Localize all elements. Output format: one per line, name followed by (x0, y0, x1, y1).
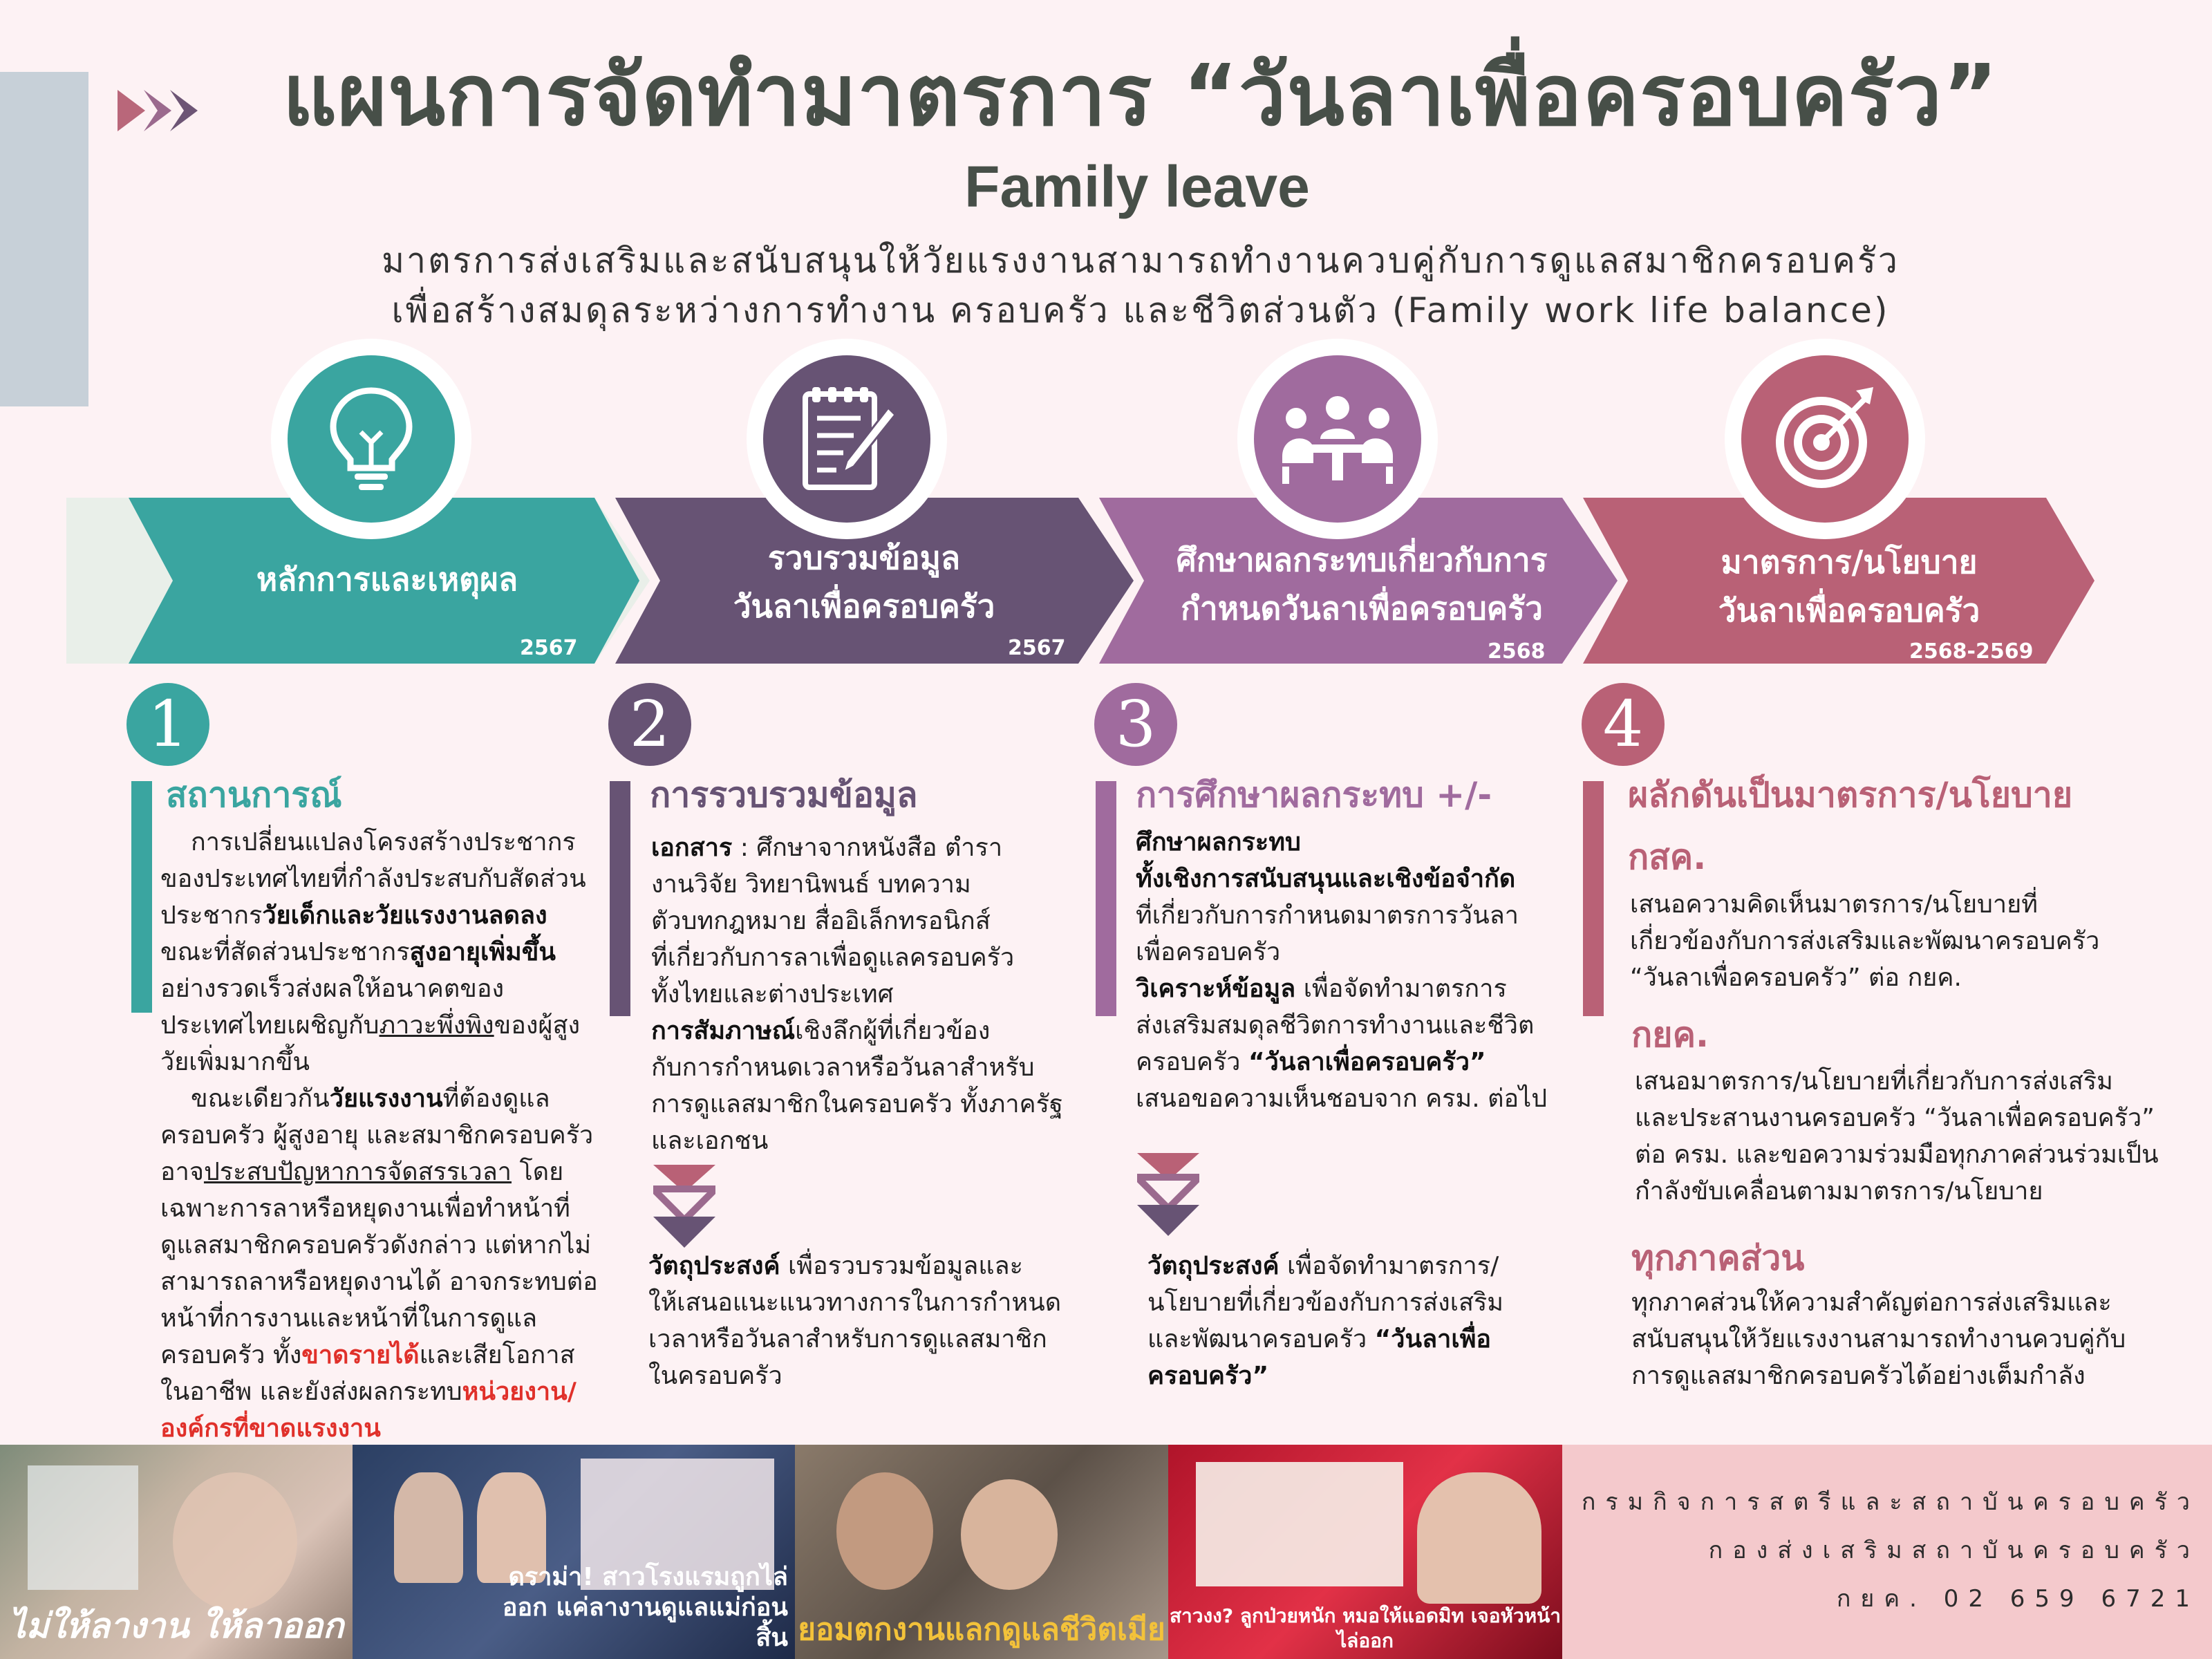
col-2-heading: การรวบรวมข้อมูล (650, 775, 918, 815)
step-4-circle (1725, 339, 1925, 539)
col-4-heading-4: ทุกภาคส่วน (1631, 1238, 1805, 1278)
meeting-icon (1275, 391, 1400, 487)
col-2-body: เอกสาร : ศึกษาจากหนังสือ ตำรา งานวิจัย วิทยานิพนธ์ บทความ ตัวบทกฎหมาย สื่ออิเล็กทรอนิกส์ ที่เกี่ยวกับการลาเพื่อดูแลครอบครัว ทั้งไทยและต่างประเทศ การสัมภาษณ์เชิงลึกผู้ที่เกี่ยวข้อง กับการกำหนดเวลาหรือวันลาสำหรับ การดูแลสมาชิกในครอบครัว ทั้งภาครัฐ และเอกชน (651, 834, 1063, 1155)
step-2-year: 2567 (1008, 636, 1066, 660)
step-1-circle (271, 339, 471, 539)
step-4-year: 2568-2569 (1909, 639, 2034, 664)
col-4-body-2: เสนอมาตรการ/นโยบายที่เกี่ยวกับการส่งเสริม และประสานงานครอบครัว “วันลาเพื่อครอบครัว” ต่อ ครม. และขอความร่วมมือทุกภาคส่วนร่วมเป็น กำลังขับเคลื่อนตามมาตรการ/นโยบาย (1635, 1067, 2159, 1206)
step-3-label-line1: ศึกษาผลกระทบเกี่ยวกับการ (1176, 541, 1548, 579)
step-2-label-line2: วันลาเพื่อครอบครัว (733, 588, 995, 625)
col-4-body-3: ทุกภาคส่วนให้ความสำคัญต่อการส่งเสริมและ สนับสนุนให้วัยแรงงานสามารถทำงานควบคู่กับ การดูแลสมาชิกครอบครัวได้อย่างเต็มกำลัง (1631, 1288, 2126, 1390)
lightbulb-icon (323, 384, 420, 494)
col-4-accent-bar (1583, 781, 1604, 1016)
step-number-3: 3 (1094, 683, 1177, 766)
step-number-2: 2 (608, 683, 691, 766)
news-photo-3-caption: ยอมตกงานแลกดูแลชีวิตเมีย (798, 1612, 1165, 1647)
description-line-2: เพื่อสร้างสมดุลระหว่างการทำงาน ครอบครัว และชีวิตส่วนตัว (Family work life balance) (391, 290, 1890, 330)
step-2-circle (747, 339, 947, 539)
col-4-heading-3: กยค. (1631, 1015, 1709, 1055)
col-3-heading: การศึกษาผลกระทบ +/- (1136, 775, 1492, 815)
clipboard-pen-icon (795, 384, 899, 494)
news-photo-1-caption: ไม่ให้ลางาน ให้ลาออก (8, 1606, 344, 1646)
target-icon (1770, 384, 1880, 494)
col-4-heading-2: กสค. (1628, 837, 1707, 877)
page-subtitle: Family leave (964, 154, 1310, 219)
footer-phone: กยค. 02 659 6721 (1836, 1585, 2200, 1613)
step-4-label-line1: มาตรการ/นโยบาย (1721, 543, 1978, 581)
step-3-label-line2: กำหนดวันลาเพื่อครอบครัว (1181, 590, 1543, 627)
triple-chevron-icon (118, 76, 214, 145)
chevron-down-icon (653, 1165, 715, 1255)
decorative-side-bar (0, 72, 88, 406)
page-title: แผนการจัดทำมาตรการ “วันลาเพื่อครอบครัว” (282, 46, 1999, 144)
news-photo-4-caption: สาวงง? ลูกป่วยหนัก หมอให้แอดมิท เจอหัวหน้าไล่ออก (1169, 1604, 1562, 1652)
news-photo-2-caption: ดราม่า! สาวโรงแรมถูกไล่ออก แค่ลางานดูแลแม่ก่อนสิ้น (502, 1563, 788, 1652)
col-1-heading: สถานการณ์ (166, 775, 342, 815)
step-1-label: หลักการและเหตุผล (256, 561, 518, 598)
news-photo-4 (1168, 1445, 1562, 1659)
step-number-1: 1 (126, 683, 209, 766)
description-line-1: มาตรการส่งเสริมและสนับสนุนให้วัยแรงงานสามารถทำงานควบคู่กับการดูแลสมาชิกครอบครัว (382, 241, 1900, 281)
news-photo-1 (0, 1445, 353, 1659)
footer-division: กองส่งเสริมสถาบันครอบครัว (1708, 1537, 2200, 1564)
col-2-accent-bar (610, 781, 630, 1016)
col-3-objective: วัตถุประสงค์ เพื่อจัดทำมาตรการ/ นโยบายที่เกี่ยวข้องกับการส่งเสริม และพัฒนาครอบครัว “วันลาเพื่อ ครอบครัว” (1147, 1252, 1504, 1390)
news-photo-3 (795, 1445, 1168, 1659)
chevron-down-icon (1137, 1153, 1199, 1243)
col-1-body: การเปลี่ยนแปลงโครงสร้างประชากร ของประเทศไทยที่กำลังประสบกับสัดส่วน ประชากรวัยเด็กและวัยแรงงานลดลง ขณะที่สัดส่วนประชากรสูงอายุเพิ่มขึ้น อย่างรวดเร็วส่งผลให้อนาคตของ ประเทศไทยเผชิญกับภาวะพึ่งพิงของผู้สูง วัยเพิ่มมากขึ้น ขณะเดียวกันวัยแรงงานที่ต้องดูแล ครอบครัว ผู้สูงอายุ และสมาชิกครอบครัว อาจประสบปัญหาการจัดสรรเวลา โดย เฉพาะการลาหรือหยุดงานเพื่อทำหน้าที่ ดูแลสมาชิกครอบครัวดังกล่าว แต่หากไม่ สามารถลาหรือหยุดงานได้ อาจกระทบต่อ หน้าที่การงานและหน้าที่ในการดูแล ครอบครัว ทั้งขาดรายได้และเสียโอกาส ในอาชีพ และยังส่งผลกระทบหน่วยงาน/ องค์กรที่ขาดแรงงาน (160, 828, 598, 1443)
col-4-body-1: เสนอความคิดเห็นมาตรการ/นโยบายที่ เกี่ยวข้องกับการส่งเสริมและพัฒนาครอบครัว “วันลาเพื่อครอบครัว” ต่อ กยค. (1630, 890, 2100, 992)
step-3-circle (1237, 339, 1438, 539)
step-3-year: 2568 (1488, 639, 1546, 664)
col-4-heading: ผลักดันเป็นมาตรการ/นโยบาย (1628, 775, 2073, 815)
col-1-accent-bar (131, 781, 152, 1013)
step-2-label-line1: รวบรวมข้อมูล (767, 539, 961, 577)
news-photo-2 (353, 1445, 795, 1659)
step-number-4: 4 (1582, 683, 1665, 766)
step-4-label-line2: วันลาเพื่อครอบครัว (1718, 592, 1980, 629)
footer-department: กรมกิจการสตรีและสถาบันครอบครัว (1581, 1488, 2200, 1516)
col-3-body: ศึกษาผลกระทบ ทั้งเชิงการสนับสนุนและเชิงข้อจำกัด ที่เกี่ยวกับการกำหนดมาตรการวันลา เพื่อครอบครัว วิเคราะห์ข้อมูล เพื่อจัดทำมาตรการ ส่งเสริมสมดุลชีวิตการทำงานและชีวิต ครอบครัว “วันลาเพื่อครอบครัว” เสนอขอความเห็นชอบจาก ครม. ต่อไป (1136, 828, 1548, 1113)
col-2-objective: วัตถุประสงค์ เพื่อรวบรวมข้อมูลและ ให้เสนอแนะแนวทางการในการกำหนด เวลาหรือวันลาสำหรับการดูแลสมาชิก ในครอบครัว (648, 1252, 1062, 1390)
step-1-year: 2567 (520, 636, 578, 660)
col-3-accent-bar (1096, 781, 1116, 1016)
